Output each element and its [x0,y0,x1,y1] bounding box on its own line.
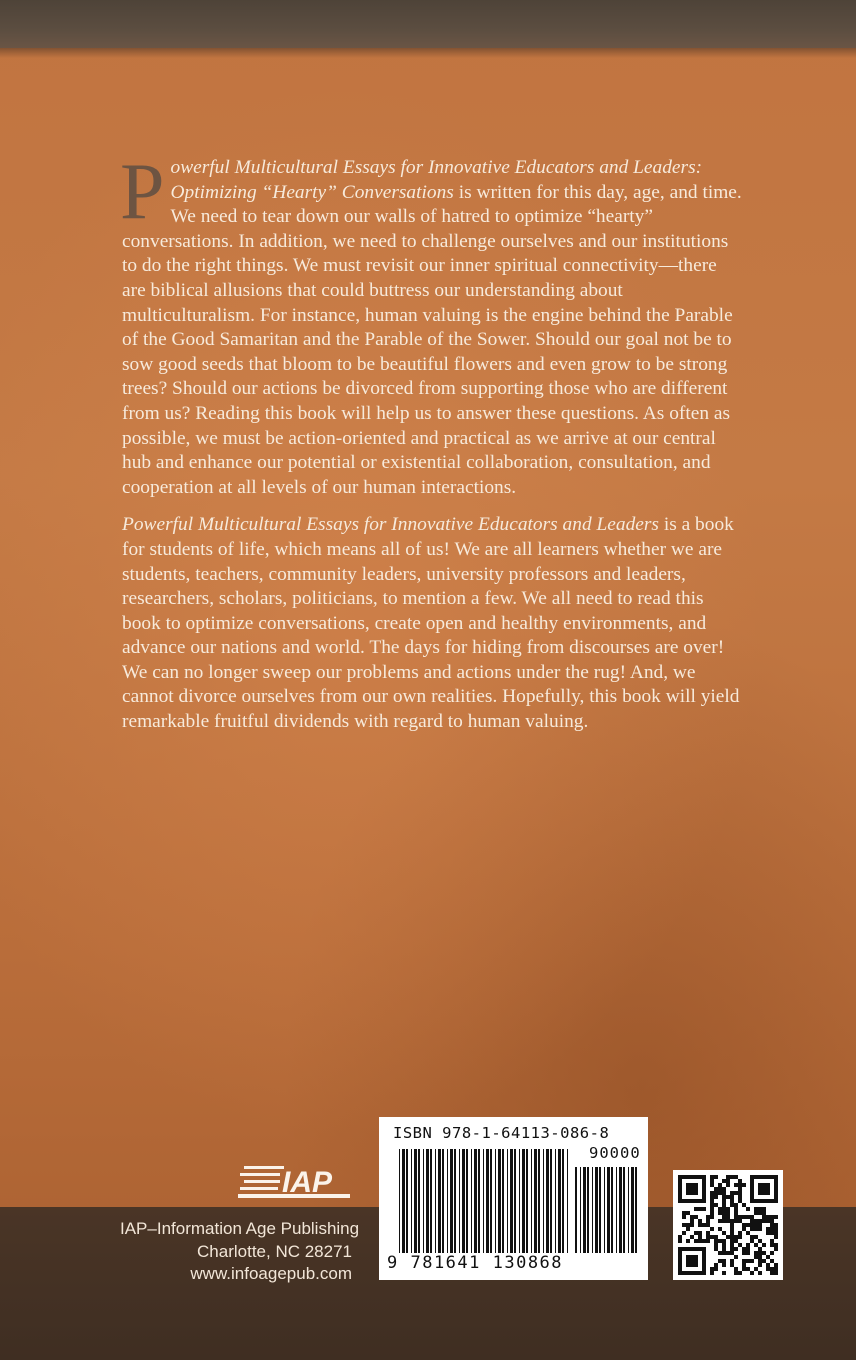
barcode-bar [478,1149,480,1253]
barcode-bar [635,1167,637,1253]
barcode-bar [599,1167,601,1253]
iap-logo [238,1164,350,1198]
barcode-bar [447,1149,448,1253]
barcode-bar [519,1149,520,1253]
isbn-label: ISBN 978-1-64113-086-8 [393,1124,610,1142]
barcode-bar [531,1149,532,1253]
blurb-text [120,148,742,748]
barcode-bar [462,1149,465,1253]
barcode-bar [546,1149,549,1253]
barcode-icon [399,1149,569,1253]
barcode-bar [466,1149,468,1253]
barcode-bar [498,1149,501,1253]
barcode-bar [583,1167,586,1253]
paragraph-1-text: is written for this day, age, and time. We need to tear down our walls of hatred to optimize “hearty” conversations. In addition, we need to challenge ourselves and our institutions to do the right things. We must revisit our inner spiritual connectivity—there are biblical allusions that could buttress our understanding about multiculturalism. For instance, human valuing is the engine behind the Parable of the Good Samaritan and the Parable of the Sower. Should our goal not be to sow good seeds that bloom to be beautiful flowers and even grow to be strong trees? Should our actions be divorced from supporting those who are different from us? Reading this book will help us to answer these questions. As often as possible, we must be action-oriented and practical as we arrive at our central hub and enhance our potential or existential collaboration, consultation, and cooperation at all levels of our human interactions. [122,181,742,498]
barcode-bar [580,1167,581,1253]
barcode-bar [442,1149,444,1253]
barcode-bar [514,1149,516,1253]
barcode-bar [483,1149,484,1253]
top-band [0,0,856,48]
publisher-info [120,1218,360,1286]
addon-barcode-icon [575,1167,637,1253]
publisher-website: www.infoagepub.com [190,1264,352,1283]
barcode-bar [426,1149,429,1253]
barcode-bar [526,1149,528,1253]
barcode-bar [619,1167,622,1253]
qr-code-icon [678,1175,778,1275]
paragraph-2-text: is a book for students of life, which means all of us! We are all learners whether we are students, teachers, community leaders, university professors and leaders, researchers, scholars, politicians, to mention a few. We all need to read this book to optimize conversations, create open and healthy environments, and advance our nations and world. The days for hiding from discourses are over! We can no longer sweep our problems and actions under the rug! And, we cannot divorce ourselves from our own realities. Hopefully, this book will yield remarkable fruitful dividends with regard to human valuing. [122,514,740,733]
barcode-bar [430,1149,432,1253]
barcode-box [379,1117,648,1280]
barcode-bar [406,1149,408,1253]
barcode-bar [616,1167,617,1253]
blurb-paragraph-2 [122,513,742,734]
barcode-bar [534,1149,537,1253]
ean-digits: 9 781641 130868 [387,1253,564,1273]
barcode-bar [567,1149,568,1253]
barcode-bar [587,1167,589,1253]
barcode-bar [495,1149,496,1253]
barcode-bar [550,1149,552,1253]
barcode-bar [607,1167,610,1253]
barcode-bar [418,1149,420,1253]
barcode-bar [575,1167,577,1253]
barcode-bar [471,1149,472,1253]
barcode-bar [595,1167,598,1253]
price-code: 90000 [589,1144,641,1162]
publisher-name: IAP–Information Age Publishing [120,1219,360,1238]
barcode-bar [490,1149,492,1253]
barcode-bar [438,1149,441,1253]
blurb-paragraph-1 [120,148,742,500]
barcode-bar [507,1149,508,1253]
barcode-bar [562,1149,564,1253]
barcode-bar [423,1149,424,1253]
barcode-bar [631,1167,634,1253]
barcode-bar [510,1149,513,1253]
barcode-bar [628,1167,629,1253]
barcode-bar [592,1167,593,1253]
barcode-bar [411,1149,412,1253]
barcode-bar [450,1149,453,1253]
barcode-bar [402,1149,405,1253]
qr-box [673,1170,783,1280]
barcode-bar [543,1149,544,1253]
barcode-bar [454,1149,456,1253]
barcode-bar [611,1167,613,1253]
barcode-bar [538,1149,540,1253]
iap-logo-text: IAP [282,1166,333,1198]
barcode-bar [558,1149,561,1253]
barcode-bar [474,1149,477,1253]
barcode-bar [623,1167,625,1253]
publisher-address: Charlotte, NC 28271 [197,1241,352,1261]
barcode-bar [502,1149,504,1253]
barcode-bar [459,1149,460,1253]
barcode-bar [604,1167,605,1253]
barcode-bar [522,1149,525,1253]
barcode-bar [399,1149,400,1253]
top-band-edge [0,48,856,58]
barcode-bar [414,1149,417,1253]
barcode-bar [486,1149,489,1253]
book-title-short-italic: Powerful Multicultural Essays for Innovative Educators and Leaders [122,514,659,536]
barcode-bar [435,1149,436,1253]
barcode-bar [555,1149,556,1253]
drop-cap: P [120,148,165,236]
book-title-italic: owerful Multicultural Essays for Innovative Educators and Leaders: Optimizing “Hearty” Conversations [170,157,703,203]
